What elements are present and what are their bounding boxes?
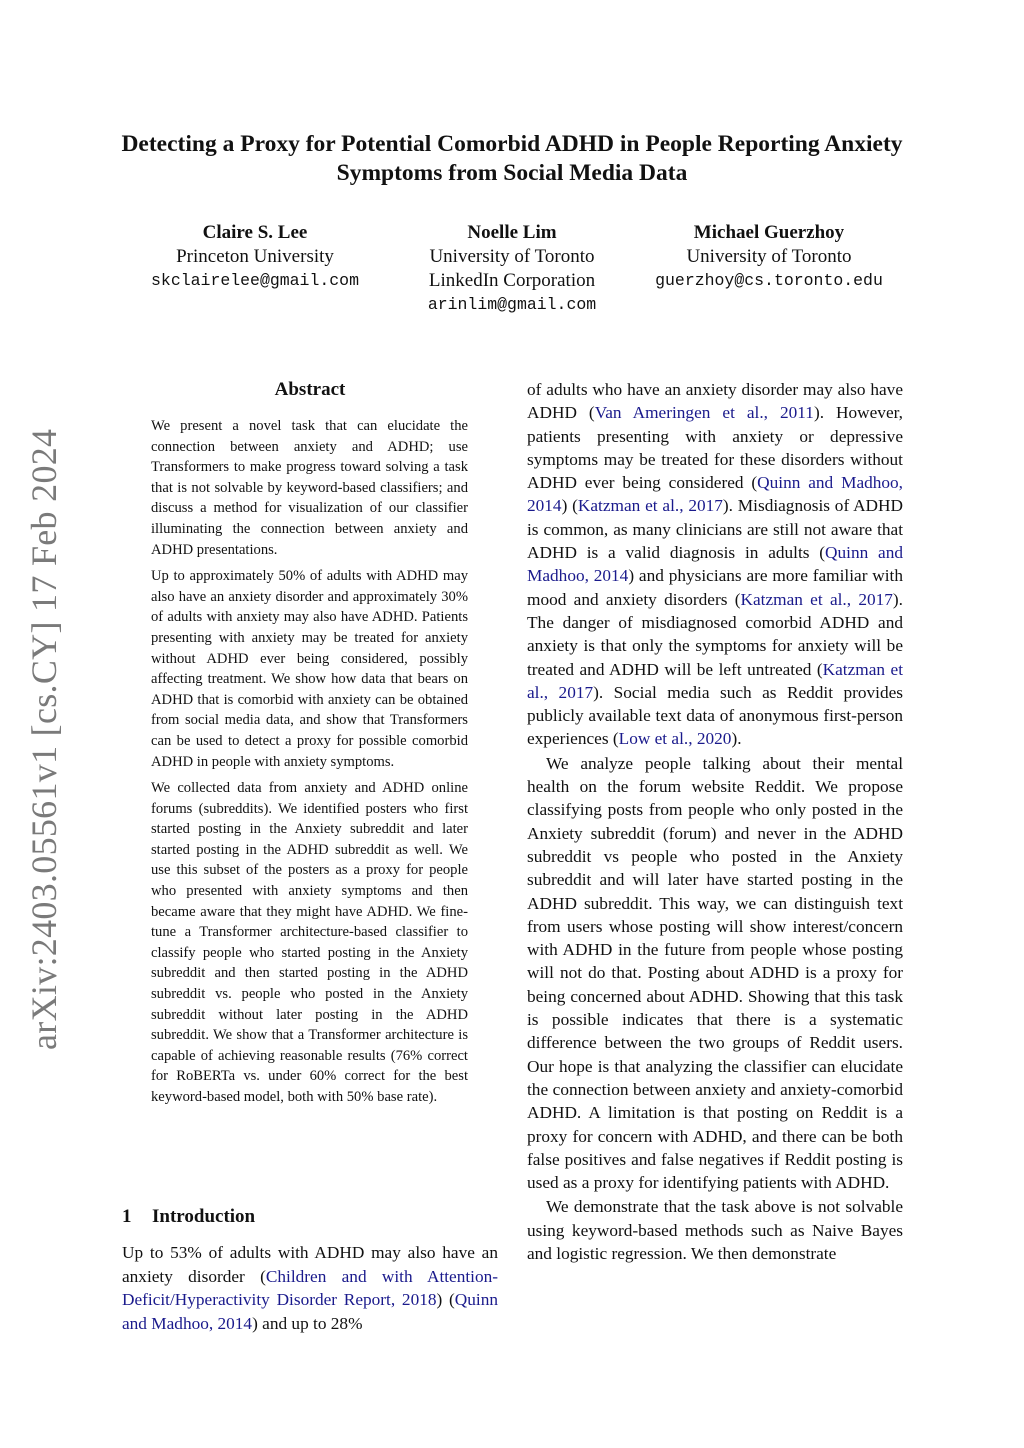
paper-title: Detecting a Proxy for Potential Comorbid ADHD in People Reporting Anxiety Symptoms from Social Media Data: [121, 131, 903, 186]
abstract-paragraph: We present a novel task that can elucidate the connection between anxiety and ADHD; use Transformers to make progress toward solving a task that is not solvable by keyword-based classifiers; and discuss a method for visualization of our classifier illuminating the connection between anxiety and ADHD presentations.: [151, 418, 468, 558]
author-affiliation: University of Toronto: [429, 246, 595, 267]
intro-paragraph: We analyze people talking about their mental health on the forum website Reddit. We propose classifying posts from people who only posted in the Anxiety subreddit (forum) and never in the ADHD subreddit vs people who posted in the Anxiety subreddit and will later have started posting in the ADHD subreddit. This way, we can distinguish text from users whose posting will show interest/concern with ADHD in the future from people whose posting will not do that. Posting about ADHD is a proxy for being concerned about ADHD. Showing that this task is possible indicates that there is a systematic difference between the two groups of Reddit users. Our hope is that analyzing the classifier can elucidate the connection between anxiety and anxiety-comorbid ADHD. A limitation is that posting on Reddit is a proxy for concern with ADHD, and there can be both false positives and false negatives if Reddit posting is used as a proxy for identifying patients with ADHD.: [527, 753, 903, 1193]
abstract-paragraph: Up to approximately 50% of adults with ADHD may also have an anxiety disorder and approximately 30% of adults with anxiety may also have ADHD. Patients presenting with anxiety may be treated for anxiety without ADHD ever being considered, possibly affecting treatment. We show how data that bears on ADHD that is comorbid with anxiety can be obtained from social media data, and show that Transformers can be used to detect a proxy for possible comorbid ADHD in people with anxiety symptoms.: [151, 568, 468, 770]
citation-link[interactable]: Katzman et al., 2017: [527, 659, 903, 702]
citation-link[interactable]: Katzman et al., 2017: [740, 589, 893, 609]
author-affiliation-secondary: LinkedIn Corporation: [428, 270, 596, 291]
intro-paragraph: We demonstrate that the task above is not solvable using keyword-based methods such as Naive Bayes and logistic regression. We then demonstrate: [527, 1197, 903, 1263]
author-email[interactable]: arinlim@gmail.com: [427, 295, 597, 314]
author-block-claire-lee: [130, 221, 380, 293]
author-block-michael-guerzhoy: [638, 221, 900, 293]
citation-link[interactable]: Quinn and Madhoo, 2014: [527, 543, 903, 586]
author-name: Claire S. Lee: [202, 222, 308, 243]
author-name: Michael Guerzhoy: [693, 222, 845, 243]
author-email[interactable]: guerzhoy@cs.toronto.edu: [655, 271, 883, 290]
section-number: 1: [122, 1206, 132, 1227]
author-affiliation: Princeton University: [176, 246, 334, 267]
arxiv-identifier-stamp: arXiv:2403.05561v1 [cs.CY] 17 Feb 2024: [24, 428, 64, 1050]
abstract-body: [151, 416, 468, 1114]
abstract-heading: Abstract: [274, 379, 346, 400]
section-title: Introduction: [152, 1206, 256, 1227]
citation-link[interactable]: Van Ameringen et al., 2011: [594, 403, 814, 423]
introduction-left-column: [122, 1241, 498, 1335]
author-affiliation: University of Toronto: [686, 246, 852, 267]
section-heading-introduction: [122, 1204, 498, 1230]
citation-link[interactable]: Quinn and Madhoo, 2014: [527, 473, 903, 516]
author-block-noelle-lim: [392, 221, 632, 317]
author-email[interactable]: skclairelee@gmail.com: [151, 271, 359, 290]
intro-paragraph: Up to 53% of adults with ADHD may also have an anxiety disorder (Children and with Attention-Deficit/Hyperactivity Disorder Report, 2018) (Quinn and Madhoo, 2014) and up to 28%: [122, 1243, 498, 1333]
citation-link[interactable]: Children and with Attention-Deficit/Hyperactivity Disorder Report, 2018: [122, 1266, 498, 1310]
intro-paragraph: of adults who have an anxiety disorder may also have ADHD (Van Ameringen et al., 2011). However, patients presenting with anxiety or depressive symptoms may be treated for these disorders without ADHD ever being considered (Quinn and Madhoo, 2014) (Katzman et al., 2017). Misdiagnosis of ADHD is common, as many clinicians are still not aware that ADHD is a valid diagnosis in adults (Quinn and Madhoo, 2014) and physicians are more familiar with mood and anxiety disorders (Katzman et al., 2017). The danger of misdiagnosed comorbid ADHD and anxiety is that only the symptoms for anxiety will be treated and ADHD will be left untreated (Katzman et al., 2017). Social media such as Reddit provides publicly available text data of anonymous first-person experiences (Low et al., 2020).: [527, 380, 904, 749]
author-name: Noelle Lim: [467, 222, 557, 243]
abstract-paragraph: We collected data from anxiety and ADHD online forums (subreddits). We identified posters who first started posting in the Anxiety subreddit and later started posting in the ADHD subreddit as well. We use this subset of the posters as a proxy for people who presented with anxiety symptoms and then became aware that they might have ADHD. We fine-tune a Transformer architecture-based classifier to classify people who started posting in the Anxiety subreddit and then started posting in the ADHD subreddit vs. people who posted in the Anxiety subreddit without later posting in the ADHD subreddit. We show that a Transformer architecture is capable of achieving reasonable results (76% correct for RoBERTa vs. under 60% correct for the best keyword-based model, both with 50% base rate).: [151, 780, 468, 1105]
introduction-right-column: [527, 378, 903, 1265]
citation-link[interactable]: Katzman et al., 2017: [577, 496, 723, 516]
citation-link[interactable]: Quinn and Madhoo, 2014: [122, 1290, 498, 1333]
citation-link[interactable]: Low et al., 2020: [618, 729, 732, 749]
